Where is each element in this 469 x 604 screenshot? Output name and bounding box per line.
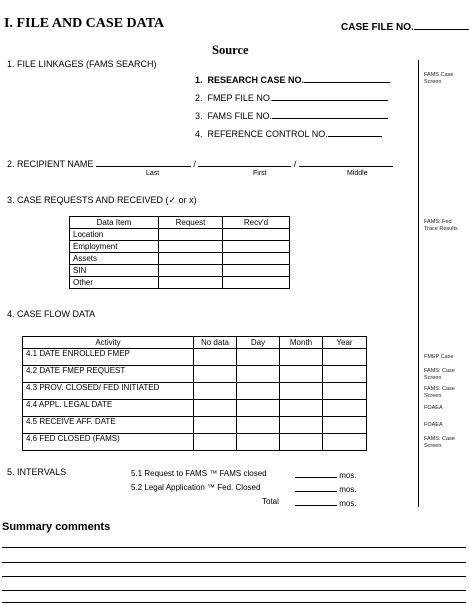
fmep-file-field[interactable] — [272, 91, 388, 101]
case-flow-table — [22, 336, 367, 451]
interval-5-2-label: 5.2 Legal Application ™ Fed. Closed — [131, 483, 261, 492]
year-cell[interactable] — [323, 434, 367, 451]
middle-name-field[interactable] — [299, 157, 393, 167]
request-cell[interactable] — [159, 253, 223, 265]
col-recvd: Recv'd — [223, 217, 290, 229]
col-year: Year — [323, 337, 367, 349]
no-data-cell[interactable] — [194, 417, 237, 434]
source-note-flow-5: FOAEA — [424, 422, 443, 428]
table-row: Assets — [70, 253, 290, 265]
fmep-file-label: FMEP FILE NO. — [207, 93, 273, 103]
source-note-s1: FAMS Case Screen — [424, 72, 454, 85]
interval-total-field[interactable] — [295, 497, 337, 506]
day-cell[interactable] — [237, 349, 280, 366]
year-cell[interactable] — [323, 400, 367, 417]
case-file-label: CASE FILE NO. — [341, 22, 414, 33]
section-5-label: 5. INTERVALS — [7, 467, 67, 477]
recipient-name-label: 2. RECIPIENT NAME — [7, 159, 94, 169]
col-activity: Activity — [23, 337, 194, 349]
table-row: Other — [70, 277, 290, 289]
fmep-file-row: 2. FMEP FILE NO. — [195, 91, 388, 103]
no-data-cell[interactable] — [194, 349, 237, 366]
last-name-field[interactable] — [96, 157, 191, 167]
table-row: 4.5 RECEIVE AFF. DATE — [23, 417, 367, 434]
middle-caption: Middle — [347, 170, 368, 177]
source-heading: Source — [212, 43, 249, 57]
table-row: Employment — [70, 241, 290, 253]
col-day: Day — [237, 337, 280, 349]
col-data-item: Data Item — [70, 217, 159, 229]
year-cell[interactable] — [323, 383, 367, 400]
summary-line[interactable] — [2, 590, 466, 591]
research-case-field[interactable] — [304, 73, 390, 83]
request-cell[interactable] — [159, 241, 223, 253]
last-caption: Last — [146, 170, 160, 177]
interval-5-1-field[interactable] — [295, 469, 337, 478]
no-data-cell[interactable] — [194, 366, 237, 383]
no-data-cell[interactable] — [194, 400, 237, 417]
request-cell[interactable] — [159, 277, 223, 289]
page-title: I. FILE AND CASE DATA — [4, 16, 165, 31]
fams-file-label: FAMS FILE NO. — [207, 111, 273, 121]
summary-line[interactable] — [2, 602, 466, 603]
reference-control-row: 4. REFERENCE CONTROL NO. — [195, 127, 382, 139]
interval-5-1-row: mos. — [295, 469, 357, 480]
day-cell[interactable] — [237, 400, 280, 417]
recipient-name-row: 2. RECIPIENT NAME / / — [7, 157, 393, 169]
reference-control-label: REFERENCE CONTROL NO. — [207, 129, 328, 139]
table-row: Location — [70, 229, 290, 241]
no-data-cell[interactable] — [194, 383, 237, 400]
case-file-field[interactable] — [414, 20, 469, 30]
interval-5-1-label: 5.1 Request to FAMS ™ FAMS closed — [131, 469, 267, 478]
month-cell[interactable] — [280, 349, 323, 366]
fams-file-field[interactable] — [272, 109, 388, 119]
summary-line[interactable] — [2, 576, 466, 577]
section-4-label: 4. CASE FLOW DATA — [7, 309, 96, 319]
day-cell[interactable] — [237, 434, 280, 451]
recvd-cell[interactable] — [223, 277, 290, 289]
table-row: 4.4 APPL. LEGAL DATE — [23, 400, 367, 417]
source-note-flow-6: FAMS: Case Screen — [424, 436, 455, 449]
source-note-s3: FAMS: Fed Trace Results — [424, 219, 458, 232]
source-divider — [418, 60, 419, 507]
no-data-cell[interactable] — [194, 434, 237, 451]
interval-5-2-field[interactable] — [295, 483, 337, 492]
month-cell[interactable] — [280, 383, 323, 400]
year-cell[interactable] — [323, 417, 367, 434]
year-cell[interactable] — [323, 349, 367, 366]
fams-file-row: 3. FAMS FILE NO. — [195, 109, 388, 121]
col-no-data: No data — [194, 337, 237, 349]
first-name-field[interactable] — [198, 157, 291, 167]
table-row: 4.1 DATE ENROLLED FMEP — [23, 349, 367, 366]
interval-5-2-row: mos. — [295, 483, 357, 494]
month-cell[interactable] — [280, 434, 323, 451]
recvd-cell[interactable] — [223, 265, 290, 277]
recvd-cell[interactable] — [223, 253, 290, 265]
interval-total-label: Total — [262, 497, 279, 506]
col-request: Request — [159, 217, 223, 229]
recvd-cell[interactable] — [223, 229, 290, 241]
first-caption: First — [253, 170, 267, 177]
month-cell[interactable] — [280, 400, 323, 417]
month-cell[interactable] — [280, 417, 323, 434]
summary-line[interactable] — [2, 562, 466, 563]
recvd-cell[interactable] — [223, 241, 290, 253]
table-row: 4.6 FED CLOSED (FAMS) — [23, 434, 367, 451]
table-row: 4.2 DATE FMEP REQUEST — [23, 366, 367, 383]
year-cell[interactable] — [323, 366, 367, 383]
interval-total-row: mos. — [295, 497, 357, 508]
summary-title: Summary comments — [2, 521, 111, 533]
day-cell[interactable] — [237, 417, 280, 434]
source-note-flow-2: FAMS: Case Screen — [424, 368, 455, 381]
research-case-row: 1. RESEARCH CASE NO. — [195, 73, 390, 85]
research-case-label: RESEARCH CASE NO. — [207, 75, 305, 85]
case-requests-table — [69, 216, 290, 289]
day-cell[interactable] — [237, 383, 280, 400]
summary-line[interactable] — [2, 547, 466, 548]
request-cell[interactable] — [159, 229, 223, 241]
source-note-flow-3: FAMS: Case Screen — [424, 386, 455, 399]
day-cell[interactable] — [237, 366, 280, 383]
reference-control-field[interactable] — [328, 127, 382, 137]
month-cell[interactable] — [280, 366, 323, 383]
source-note-flow-1: FMEP Case — [424, 354, 454, 360]
case-file-number — [341, 20, 469, 33]
source-note-flow-4: FOAEA — [424, 405, 443, 411]
section-1-label: 1. FILE LINKAGES (FAMS SEARCH) — [7, 59, 157, 69]
request-cell[interactable] — [159, 265, 223, 277]
section-3-label: 3. CASE REQUESTS AND RECEIVED (✓ or x) — [7, 195, 197, 205]
table-row: 4.3 PROV. CLOSED/ FED INITIATED — [23, 383, 367, 400]
col-month: Month — [280, 337, 323, 349]
table-row: SIN — [70, 265, 290, 277]
